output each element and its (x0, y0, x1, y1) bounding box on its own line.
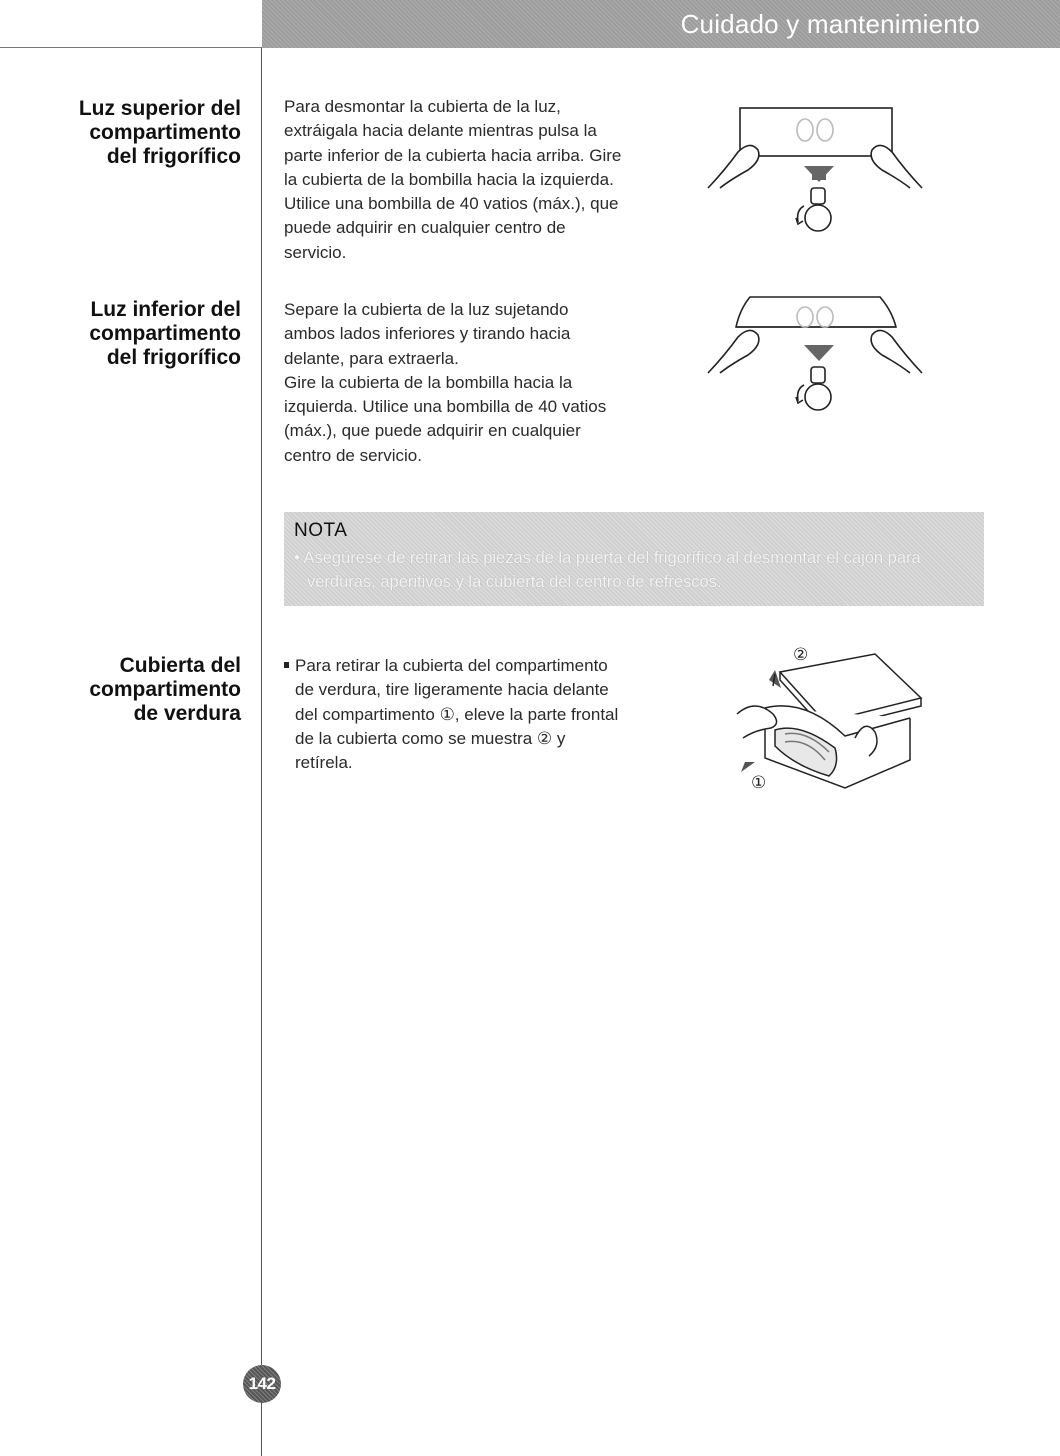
page-number-badge: 142 (243, 1365, 281, 1403)
heading-line: del frigorífico (106, 346, 241, 369)
body-line: extráigala hacia delante mientras pulsa la (284, 121, 597, 141)
body-line: de la cubierta como se muestra ② y (295, 728, 566, 748)
body-line: del compartimento ①, eleve la parte frontal (295, 704, 619, 724)
heading-line: Luz inferior del (90, 298, 241, 321)
body-line: Utilice una bombilla de 40 vatios (máx.), que (284, 194, 619, 214)
heading-line: del frigorífico (106, 145, 241, 168)
body-line (284, 654, 644, 678)
heading-line: Luz superior del (78, 97, 241, 120)
note-line: • Asegúrese de retirar las piezas de la puerta del frigorífico al desmontar el cajón para (294, 549, 921, 567)
body-line: servicio. (284, 242, 347, 262)
body-line: (máx.), que puede adquirir en cualquier (284, 421, 581, 441)
body-line: puede adquirir en cualquier centro de (284, 218, 566, 238)
heading-line: compartimento (89, 322, 241, 345)
header-band (262, 0, 1060, 48)
body-line: Para desmontar la cubierta de la luz, (284, 97, 561, 116)
body-line: izquierda. Utilice una bombilla de 40 vatios (284, 397, 607, 417)
body-line: la cubierta de la bombilla hacia la izquierda. (284, 169, 614, 189)
body-line: centro de servicio. (284, 445, 422, 465)
note-title: NOTA (294, 520, 348, 541)
section-heading-upper-light (20, 97, 241, 169)
heading-line: Cubierta del (119, 654, 241, 677)
body-line: Separe la cubierta de la luz sujetando (284, 300, 569, 319)
section-heading-lower-light (20, 298, 241, 370)
bullet-icon (284, 662, 289, 668)
heading-line: compartimento (89, 121, 241, 144)
section-heading-vegetable-cover (20, 654, 241, 726)
body-line: Gire la cubierta de la bombilla hacia la (284, 372, 573, 392)
page-header-title: Cuidado y mantenimiento (680, 9, 980, 39)
body-line: delante, para extraerla. (284, 348, 459, 368)
lower-light-cover-illustration (700, 285, 930, 445)
heading-line: de verdura (133, 702, 241, 725)
column-divider (261, 48, 262, 1456)
body-line: ambos lados inferiores y tirando hacia (284, 324, 571, 344)
step-two-label: ② (793, 645, 809, 665)
section-body-vegetable-cover (284, 654, 644, 775)
note-box (284, 512, 984, 606)
header-rule (0, 47, 262, 48)
section-body-lower-light (284, 298, 644, 468)
step-one-label: ① (751, 773, 767, 793)
vegetable-drawer-illustration (725, 638, 925, 793)
body-line: retírela. (295, 753, 353, 773)
note-line: verduras, aperitivos y la cubierta del centro de refrescos. (307, 573, 722, 591)
note-text (294, 546, 921, 594)
section-body-upper-light (284, 95, 644, 265)
heading-line: compartimento (89, 678, 241, 701)
body-line: parte inferior de la cubierta hacia arriba. Gire (284, 145, 622, 165)
body-line-text: Para retirar la cubierta del compartimento (295, 656, 608, 675)
upper-light-cover-illustration (700, 100, 930, 260)
body-line: de verdura, tire ligeramente hacia delante (295, 680, 609, 700)
